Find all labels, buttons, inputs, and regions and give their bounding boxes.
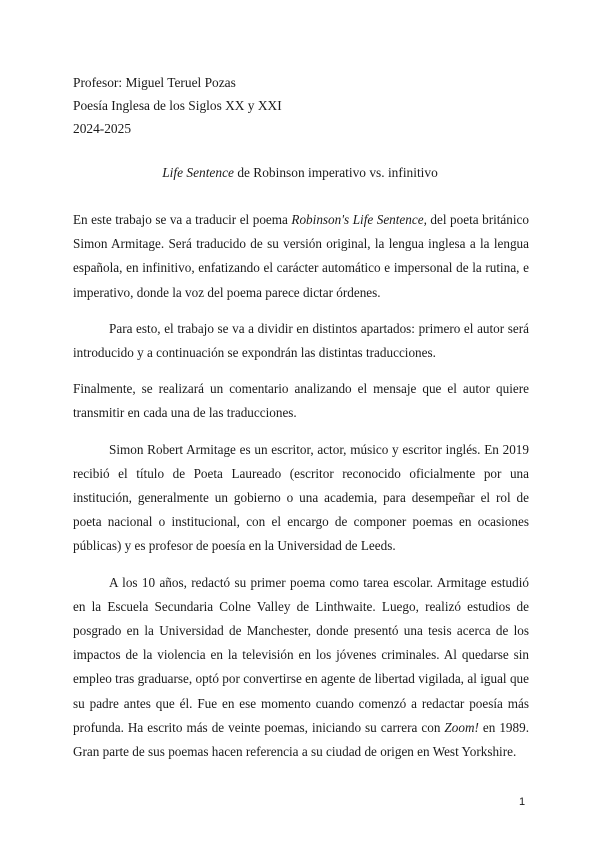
title-italic: Life Sentence (162, 165, 234, 180)
title-rest: de Robinson imperativo vs. infinitivo (233, 165, 438, 180)
paragraph-2: Para esto, el trabajo se va a dividir en distintos apartados: primero el autor será introducido y a continuación se expondrán las distintas traducciones. (73, 320, 529, 361)
document-title (0, 161, 600, 184)
p1-b: Robinson's Life Sentence, (291, 212, 427, 227)
paragraph-1 (73, 208, 529, 305)
body-text (73, 208, 529, 776)
p5-c: en 1989. Gran parte de sus poemas hacen referencia a su ciudad de origen en West Yorkshire. (73, 719, 529, 760)
paragraph-3: Finalmente, se realizará un comentario analizando el mensaje que el autor quiere transmitir en cada una de las traducciones. (73, 381, 529, 421)
course-line: Poesía Inglesa de los Siglos XX y XXI (73, 98, 282, 113)
paragraph-4: Simon Robert Armitage es un escritor, actor, músico y escritor inglés. En 2019 recibió el título de Poeta Laureado (escritor reconocido oficialmente por una institución, generalmente un gobierno o una academia, para desempeñar el rol de poeta nacional o institucional, con el encargo de componer poemas en ocasiones públicas) y es profesor de poesía en la Universidad de Leeds. (73, 441, 529, 554)
page-number: 1 (519, 796, 526, 808)
year-line: 2024-2025 (73, 121, 132, 136)
p5-a: A los 10 años, redactó su primer poema como tarea escolar. Armitage estudió en la Escuela Secundaria Colne Valley de Linthwaite. Luego, realizó estudios de posgrado en la Universidad de Manchester, donde presentó una tesis acerca de los impactos de la violencia en la televisión en los jóvenes criminales. Al quedarse sin empleo tras graduarse, optó por convertirse en agente de libertad vigilada, al igual que su padre antes que él. Fue en ese momento cuando comenzó a redactar poesía más profunda. Ha escrito más de veinte poemas, iniciando su carrera con (73, 574, 529, 735)
header-block (73, 71, 282, 140)
professor-line: Profesor: Miguel Teruel Pozas (73, 75, 236, 90)
p5-b: Zoom! (444, 719, 479, 735)
p1-c: del poeta británico Simon Armitage. Será traducido de su versión original, la lengua inglesa a la lengua española, en infinitivo, enfatizando el carácter automático e impersonal de la rutina, e imperativo, donde la voz del poema parece dictar órdenes. (73, 212, 529, 300)
p1-a: En este trabajo se va a traducir el poema (73, 212, 292, 227)
paragraph-5 (73, 571, 529, 765)
